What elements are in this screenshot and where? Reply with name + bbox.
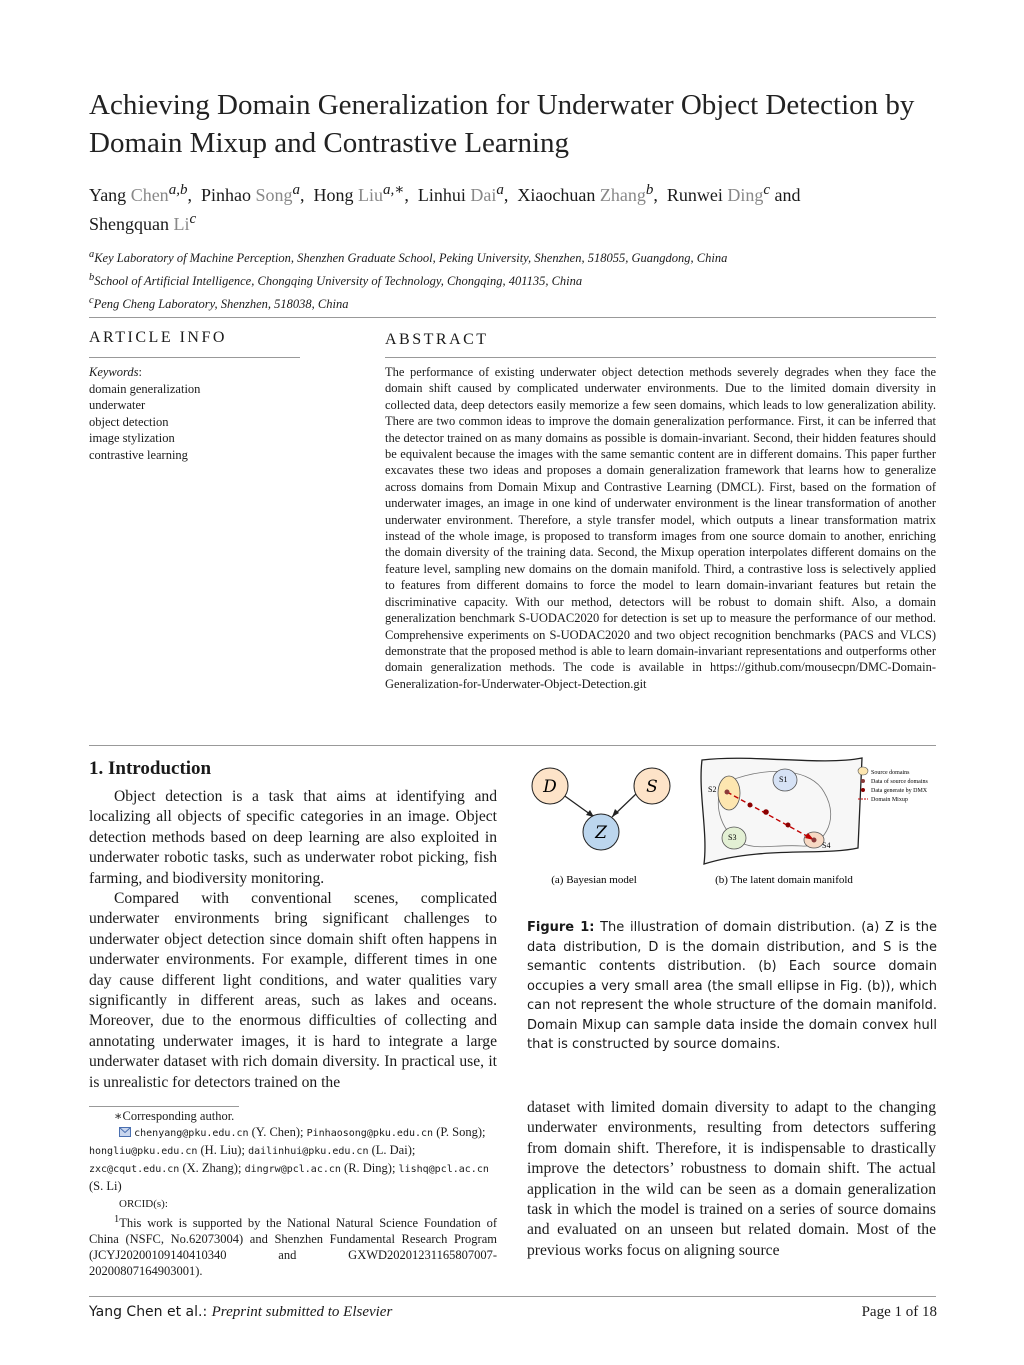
label-s1: S1 [779, 775, 788, 784]
bayesian-model-panel [532, 768, 670, 886]
keyword: domain generalization [89, 381, 201, 396]
legend-mixup: Domain Mixup [871, 797, 908, 803]
email-link[interactable]: hongliu@pku.edu.cn [89, 1146, 198, 1157]
label-s4: S4 [822, 841, 831, 850]
orcid-label: ORCID(s): [119, 1198, 168, 1210]
author-sup: b [645, 182, 654, 198]
keywords-block: Keywords: domain generalization underwater object detection image stylization contrastive learning [89, 364, 309, 463]
email-link[interactable]: Pinhaosong@pku.edu.cn [306, 1128, 434, 1139]
abstract-bottom-divider [89, 745, 936, 746]
figure-caption [527, 918, 937, 1055]
affiliation-c: $^c$Peng Cheng Laboratory, Shenzhen, 518038, China [89, 295, 349, 312]
footnotes: ∗Corresponding author. chenyang@pku.edu.cn (Y. Chen); Pinhaosong@pku.edu.cn (P. Song); hongliu@pku.edu.cn (H. Liu); dailinhui@pku.edu.cn (L. Dai); zxc@cqut.edu.cn (X. Zhang); dingrw@pcl.ac.cn (R. Ding); lishq@pcl.ac.cn (S. Li) ORCID(s): $^1$This work is supported by the National Natural Science Foundation of China (NSFC, No.62073004) and Shenzhen Fundamental Research Program (JCYJ20200109140410340 and GXWD20201231165807007-20200807164903001). [89, 1109, 497, 1279]
domain-manifold-panel [701, 758, 862, 886]
affiliation-b: $^b$School of Artificial Intelligence, Chongqing University of Technology, Chongqing, 401135, China [89, 272, 583, 289]
author-family: Liu [357, 185, 383, 205]
keywords-label: Keywords [89, 365, 139, 379]
corresponding-author: ∗Corresponding author. [114, 1109, 235, 1123]
keyword: underwater [89, 398, 146, 412]
footer-author: Yang Chen et al.: [89, 1304, 212, 1320]
author-and: and [770, 185, 801, 205]
funding-note: $^1$This work is supported by the National Natural Science Foundation of China (NSFC, No.62073004) and Shenzhen Fundamental Research Program (JCYJ20200109140410340 and GXWD20201231165807007-20200807164903001). [89, 1214, 497, 1279]
dmx-data-point [786, 823, 791, 828]
abstract-rule [385, 357, 936, 358]
legend-source-domains: Source domains [871, 770, 910, 776]
subcaption-b: (b) The latent domain manifold [715, 874, 853, 886]
email-link[interactable]: dingrw@pcl.ac.cn [244, 1164, 341, 1175]
figure-legend [858, 767, 928, 803]
label-s3: S3 [728, 833, 737, 842]
author-given: Shengquan [89, 214, 174, 234]
legend-dmx-data: Data generate by DMX [871, 788, 928, 794]
affiliation-a: $^a$Key Laboratory of Machine Perception, Shenzhen Graduate School, Peking University, Shenzhen, 518055, Guangdong, China [89, 249, 728, 266]
email-icon [119, 1127, 131, 1137]
intro-left-column [89, 787, 497, 1093]
footer-venue: Preprint submitted to Elsevier [211, 1304, 393, 1320]
author-sup: c [763, 182, 771, 198]
author-family: Chen [130, 185, 169, 205]
label-s2: S2 [708, 785, 717, 794]
author-sup: c [189, 211, 197, 227]
legend-dmx-data-swatch [861, 788, 865, 792]
email-owner: (S. Li) [89, 1179, 122, 1193]
intro-right-column [527, 1098, 936, 1261]
email-link[interactable]: dailinhui@pku.edu.cn [248, 1146, 369, 1157]
author-given: Hong [313, 185, 358, 205]
figure-1 [522, 752, 942, 892]
author-sup: a [292, 182, 300, 198]
author-sup: a,∗ [382, 182, 405, 198]
affiliations [89, 245, 949, 314]
figure-caption-label: Figure 1: [527, 920, 595, 935]
author-family: Ding [727, 185, 764, 205]
figure-caption-text: The illustration of domain distribution. (a) Z is the data distribution, D is the domain distribution, and S is the semantic contents distribution. (b) Each source domain occupies a very small area (the small ellipse in Fig. (b)), which can not represent the whole structure of the domain manifold. Domain Mixup can sample data inside the domain convex hull that is constructed by source domains. [527, 920, 937, 1052]
legend-source-data-swatch [861, 779, 865, 783]
author-given: Pinhao [200, 185, 256, 205]
dmx-data-point [748, 803, 753, 808]
author-family: Zhang [599, 185, 646, 205]
author-given: Linhui [417, 185, 471, 205]
node-z-label: Z [595, 823, 607, 843]
intro-paragraph: dataset with limited domain diversity to adapt to the changing underwater environments, resulting from detectors suffering from domain shift. Therefore, it is indispensable to drastically improve the detectors’ robustness to domain shift. The actual application in the wild can be seen as a domain generalization task in which the model is trained on a series of source domains and evaluated on an unseen but related domain. Most of the previous works focus on aligning source [527, 1099, 936, 1259]
legend-source-domains-swatch [858, 767, 868, 775]
intro-paragraph: Compared with conventional scenes, complicated underwater environments bring significant challenges to underwater object detection since domain shift often happens in underwater environments. For example, different times in one day cause different light conditions, and water qualities vary significantly in different areas, such as lakes and oceans. Moreover, due to the enormous difficulties of collecting and annotating underwater images, it is hard to integrate a large underwater dataset with rich domain diversity. In practical use, it is unrealistic for detectors trained on the [89, 890, 497, 1091]
keyword: image stylization [89, 431, 175, 445]
author-list: Yang Chen$^{a,b}$, Pinhao Song$^a$, Hong Liu$^{a,∗}$, Linhui Dai$^a$, Xiaochuan Zhang$^b$, Runwei Ding$^c$ and Shengquan Li$^c$ [89, 182, 801, 234]
paper-title: Achieving Domain Generalization for Underwater Object Detection by Domain Mixup and Contrastive Learning [89, 89, 915, 159]
page-footer [89, 1304, 937, 1321]
author-given: Xiaochuan [517, 185, 600, 205]
legend-source-data: Data of source domains [871, 779, 928, 785]
author-given: Yang [89, 185, 131, 205]
email-link[interactable]: lishq@pcl.ac.cn [398, 1164, 489, 1175]
author-family: Song [255, 185, 293, 205]
article-info-heading: ARTICLE INFO [89, 329, 227, 346]
dmx-data-point [763, 809, 769, 815]
intro-paragraph: Object detection is a task that aims at identifying and localizing all objects of specific categories in an image. Object detection methods based on deep learning are also exploited in underwater robotic tasks, such as underwater robot picking, fish farming, and biodiversity monitoring. [89, 788, 497, 887]
keyword: object detection [89, 414, 169, 429]
keyword: contrastive learning [89, 447, 188, 462]
source-data-point [725, 790, 730, 795]
abstract-heading: ABSTRACT [385, 331, 489, 348]
page-number: Page 1 of 18 [861, 1304, 937, 1320]
article-info-rule [89, 357, 300, 358]
email-link[interactable]: zxc@cqut.edu.cn [89, 1164, 180, 1175]
section-title: 1. Introduction [89, 758, 212, 779]
author-sup: a [496, 182, 504, 198]
subcaption-a: (a) Bayesian model [551, 874, 637, 886]
author-sup: a,b [168, 182, 188, 198]
abstract-text: The performance of existing underwater object detection methods severely degrades when they face the domain shift caused by complicated underwater environments. Due to the limited domain diversity in collected data, deep detectors easily memorize a few seen domains, which leads to low generalization ability. There are two common ideas to improve the domain generalization performance. First, it can be inferred that the detector trained on as many domains as possible is domain-invariant. Second, their hidden features should be equivalent because the images with the same semantic content are in different domains. This paper further excavates these two ideas and proposes a domain generalization framework that learns how to generalize across domains from Domain Mixup and Contrastive Learning (DMCL). First, based on the formation of underwater images, an image in one kind of underwater environment is the linear transformation of another underwater environment. Therefore, a style transfer model, which outputs a linear transformation matrix instead of the whole image, is proposed to transform images from one source domain to another, enriching the domain diversity of the training data. Second, the Mixup operation interpolates different domains on the feature level, sampling new domains on the domain manifold. Third, a contrastive loss is selectively applied to features from different domains to force the model to learn domain-invariant features but retain the discriminative capacity. With our method, detectors will be robust to domain shift. Also, a domain generalization benchmark S-UODAC2020 for detection is set up to measure the performance of our method. Comprehensive experiments on S-UODAC2020 and two object recognition benchmarks (PACS and VLCS) demonstrate that the proposed method is able to learn domain-invariant representations and outperforms other domain generalization methods. The code is available in https://github.com/mousecpn/DMC-Domain-Generalization-for-Underwater-Object-Detection.git [385, 365, 936, 691]
node-s-label: S [646, 777, 658, 797]
source-data-point [812, 838, 817, 843]
author-family: Li [173, 214, 190, 234]
node-d-label: D [543, 777, 557, 797]
top-divider [89, 317, 936, 318]
footer-divider [89, 1296, 936, 1297]
author-family: Dai [470, 185, 497, 205]
footnote-rule [89, 1106, 239, 1107]
author-given: Runwei [666, 185, 728, 205]
email-link[interactable]: chenyang@pku.edu.cn [134, 1128, 249, 1139]
